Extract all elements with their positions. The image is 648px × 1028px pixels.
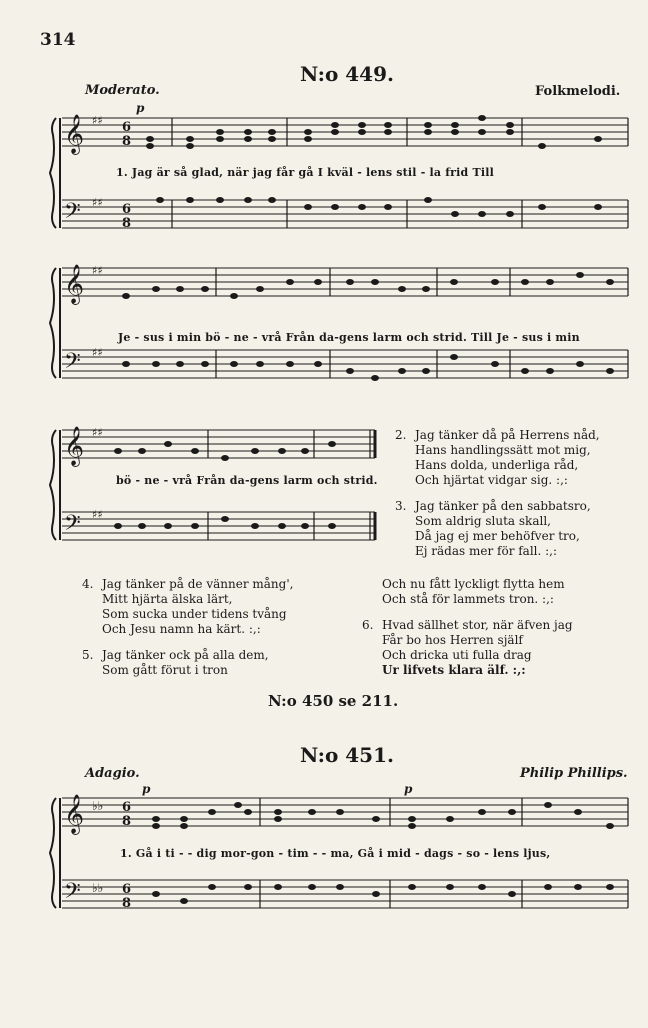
svg-text:𝄞: 𝄞 xyxy=(64,426,85,466)
svg-text:8: 8 xyxy=(122,814,132,829)
hymn-449-tempo: Moderato. xyxy=(85,83,160,98)
verse-5: 5. Jag tänker ock på alla dem, Som gått förut i tron xyxy=(82,648,269,677)
hymn-451-tempo: Adagio. xyxy=(85,766,140,781)
svg-text:♭♭: ♭♭ xyxy=(92,799,104,813)
music-system-3 xyxy=(50,412,390,562)
svg-text:𝄞: 𝄞 xyxy=(64,794,85,834)
hymn-449-lyric-line-1: 1. Jag är så glad, när jag får gå I kväl - lens stil - la frid Till xyxy=(116,166,494,179)
hymn-449-source: Folkmelodi. xyxy=(535,84,621,99)
page-number: 314 xyxy=(40,30,76,50)
verse-4: 4. Jag tänker på de vänner mång', Mitt hjärta älska lärt, Som sucka under tidens tvång Och Jesu namn ha kärt. :,: xyxy=(82,577,294,636)
svg-text:6: 6 xyxy=(122,800,132,815)
music-system-2 xyxy=(50,250,630,400)
hymn-451-source: Philip Phillips. xyxy=(520,766,628,781)
verse-6: 6. Hvad sällhet stor, när äfven jag Får bo hos Herren själf Och dricka uti fulla drag Ur lifvets klara älf. :,: xyxy=(362,618,573,677)
verse-5-continued: Och nu fått lyckligt flytta hem Och stå för lammets tron. :,: xyxy=(382,577,565,606)
hymn-449-title: N:o 449. xyxy=(300,62,394,86)
svg-text:6: 6 xyxy=(122,202,132,217)
svg-text:p: p xyxy=(404,782,413,796)
svg-text:𝄢: 𝄢 xyxy=(64,199,81,229)
svg-text:♯♯: ♯♯ xyxy=(92,508,103,521)
verse-2: 2. Jag tänker då på Herrens nåd, Hans handlingssätt mot mig, Hans dolda, underliga råd, Och hjärtat vidgar sig. :,: xyxy=(395,428,600,487)
svg-text:6: 6 xyxy=(122,882,132,897)
svg-text:p: p xyxy=(136,101,145,115)
svg-text:♯♯: ♯♯ xyxy=(92,114,103,127)
svg-text:p: p xyxy=(142,782,151,796)
hymn-449-lyric-line-2: Je - sus i min bö - ne - vrå Från da-gens larm och strid. Till Je - sus i min xyxy=(118,331,580,344)
hymn-451-lyric-line-1: 1. Gå i ti - - dig mor-gon - tim - - ma, Gå i mid - dags - so - lens ljus, xyxy=(120,847,551,860)
svg-text:♯♯: ♯♯ xyxy=(92,346,103,359)
hymn-450-reference: N:o 450 se 211. xyxy=(268,692,399,710)
svg-text:♯♯: ♯♯ xyxy=(92,264,103,277)
verse-3: 3. Jag tänker på den sabbatsro, Som aldrig sluta skall, Då jag ej mer behöfver tro, Ej rädas mer för fall. :,: xyxy=(395,499,591,558)
svg-text:♯♯: ♯♯ xyxy=(92,196,103,209)
svg-text:8: 8 xyxy=(122,134,132,149)
hymn-451-title: N:o 451. xyxy=(300,743,394,767)
svg-text:8: 8 xyxy=(122,216,132,231)
svg-text:𝄢: 𝄢 xyxy=(64,879,81,909)
svg-text:𝄞: 𝄞 xyxy=(64,264,85,304)
svg-text:𝄞: 𝄞 xyxy=(64,114,85,154)
svg-text:♭♭: ♭♭ xyxy=(92,881,104,895)
svg-text:𝄢: 𝄢 xyxy=(64,349,81,379)
svg-text:♯♯: ♯♯ xyxy=(92,426,103,439)
svg-text:8: 8 xyxy=(122,896,132,911)
hymn-449-lyric-line-3: bö - ne - vrå Från da-gens larm och strid. xyxy=(116,474,378,487)
svg-text:𝄢: 𝄢 xyxy=(64,511,81,541)
svg-text:6: 6 xyxy=(122,120,132,135)
